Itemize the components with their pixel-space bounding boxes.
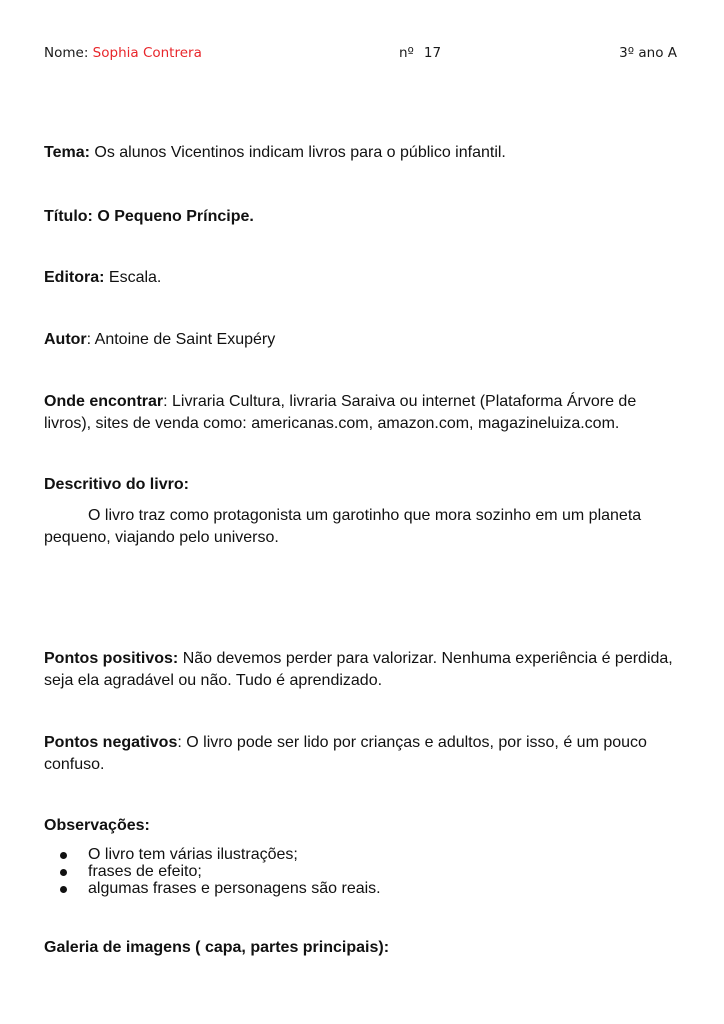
list-item <box>44 846 684 863</box>
positivos-value: Não devemos perder para valorizar. Nenhuma experiência é perdida, seja ela agradável ou não. Tudo é aprendizado. <box>44 650 673 689</box>
titulo-label: Título: <box>44 208 93 225</box>
field-pontos-negativos <box>44 732 684 775</box>
descritivo-title: Descritivo do livro: <box>44 476 189 493</box>
negativos-label: Pontos negativos <box>44 734 178 751</box>
titulo-value: O Pequeno Príncipe. <box>97 208 254 225</box>
list-item <box>44 863 684 880</box>
galeria-title: Galeria de imagens ( capa, partes principais): <box>44 939 390 956</box>
observacoes-list <box>44 846 684 897</box>
tema-label: Tema: <box>44 144 90 161</box>
number-value: 17 <box>423 45 442 61</box>
list-item <box>44 880 684 897</box>
name-label: Nome: <box>44 45 89 61</box>
number-label: nº <box>399 45 414 61</box>
field-titulo <box>44 206 684 228</box>
field-editora <box>44 267 684 289</box>
positivos-label: Pontos positivos: <box>44 650 179 667</box>
observacao-text: O livro tem várias ilustrações; <box>88 846 298 863</box>
editora-value: Escala. <box>108 269 162 286</box>
bullet-icon <box>60 852 67 859</box>
observacao-text: algumas frases e personagens são reais. <box>88 880 381 897</box>
student-name-line <box>44 45 202 61</box>
negativos-value: : O livro pode ser lido por crianças e adultos, por isso, é um pouco confuso. <box>44 734 647 773</box>
bullet-icon <box>60 886 67 893</box>
autor-label: Autor <box>44 331 87 348</box>
observacao-text: frases de efeito; <box>88 863 202 880</box>
descritivo-text: O livro traz como protagonista um garotinho que mora sozinho em um planeta pequeno, viajando pelo universo. <box>44 507 642 546</box>
field-autor <box>44 329 684 351</box>
page-header <box>44 45 677 65</box>
student-name: Sophia Contrera <box>92 45 202 61</box>
tema-value: Os alunos Vicentinos indicam livros para o público infantil. <box>94 144 506 161</box>
field-onde-encontrar <box>44 391 684 434</box>
onde-label: Onde encontrar <box>44 393 164 410</box>
field-pontos-positivos <box>44 648 684 691</box>
bullet-icon <box>60 869 67 876</box>
class-label: 3º ano A <box>619 45 677 61</box>
field-tema <box>44 142 684 164</box>
autor-value: : Antoine de Saint Exupéry <box>86 331 276 348</box>
student-number-line <box>399 45 441 61</box>
observacoes-title: Observações: <box>44 817 150 834</box>
editora-label: Editora: <box>44 269 105 286</box>
onde-value: : Livraria Cultura, livraria Saraiva ou internet (Plataforma Árvore de livros), sites de venda como: americanas.com, amazon.com, magazineluiza.com. <box>44 393 637 432</box>
